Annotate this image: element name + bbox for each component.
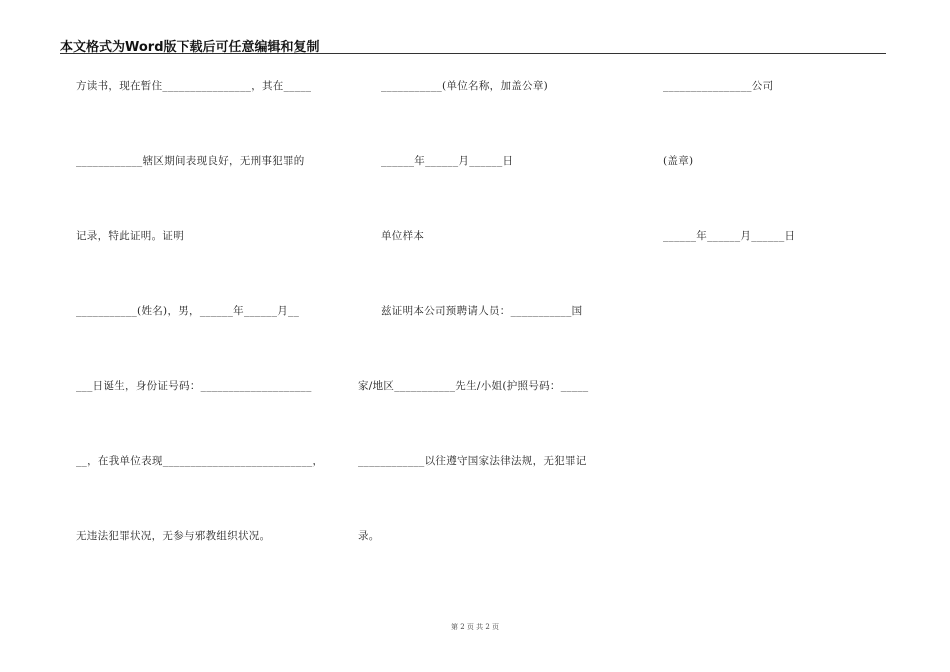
col1-line-4: ___________(姓名)，男，______年______月__ [76, 305, 300, 317]
col1-line-6: __，在我单位表现___________________________， [76, 455, 324, 467]
col1-line-5: ___日诞生，身份证号码：____________________ [76, 380, 312, 392]
col2-line-3: 单位样本 [381, 230, 425, 242]
page-number-footer: 第 2 页 共 2 页 [450, 623, 500, 631]
col2-line-1: ___________(单位名称，加盖公章) [381, 80, 549, 92]
col2-line-2: ______年______月______日 [381, 155, 514, 167]
document-header-title: 本文格式为Word版下载后可任意编辑和复制 [60, 40, 320, 55]
col2-line-7: 录。 [358, 530, 380, 542]
col2-line-4: 兹证明本公司预聘请人员：___________国 [381, 305, 583, 317]
col1-line-3: 记录，特此证明。证明 [76, 230, 184, 242]
header-divider [60, 53, 886, 54]
col2-line-5: 家/地区___________先生/小姐(护照号码：_____ [358, 380, 589, 392]
col2-line-6: ____________以往遵守国家法律法规，无犯罪记 [358, 455, 587, 467]
col1-line-2: ____________辖区期间表现良好，无刑事犯罪的 [76, 155, 305, 167]
col1-line-1: 方读书，现在暂住________________，其在_____ [76, 80, 312, 92]
col3-line-3: ______年______月______日 [663, 230, 796, 242]
col1-line-7: 无违法犯罪状况，无参与邪教组织状况。 [76, 530, 271, 542]
col3-line-1: ________________公司 [663, 80, 774, 92]
col3-line-2: (盖章) [663, 155, 694, 167]
